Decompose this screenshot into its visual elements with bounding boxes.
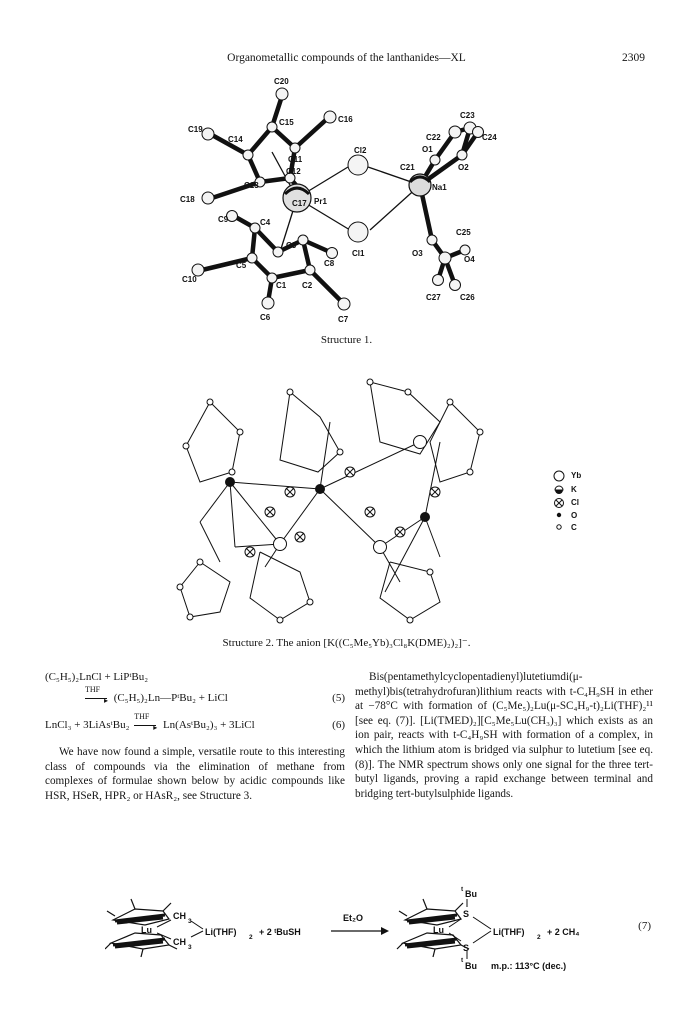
legend-label-o: O [571, 510, 578, 520]
equation-5-arrow [85, 685, 111, 706]
atom-label-c15: C15 [279, 118, 294, 127]
atom-label-cl2: Cl2 [354, 146, 367, 155]
equation-7-number: (7) [638, 920, 651, 932]
lu-right-label: Lu [433, 925, 444, 935]
yb-atom-icon [553, 470, 565, 482]
lu-left-label: Lu [141, 925, 152, 935]
atom-label-c8: C8 [324, 259, 335, 268]
atom-label-c23: C23 [460, 111, 475, 120]
atom-label-c20: C20 [274, 77, 289, 86]
legend-item-yb [553, 468, 603, 483]
atom-label-o4: O4 [464, 255, 475, 264]
s-top-label: S [463, 909, 470, 919]
legend-label-yb: Yb [571, 471, 582, 480]
atom-label-c4: C4 [260, 218, 271, 227]
equation-5-arrow-label: THF [85, 685, 101, 695]
equation-5-arrow-head: ▸ [104, 696, 109, 706]
atom-label-c21: C21 [400, 163, 415, 172]
equation-6-products: Ln(AsᵗBu₂)₃ + 3LiCl [162, 719, 255, 731]
atom-label-c10: C10 [182, 275, 197, 284]
melting-point: m.p.: 113°C (dec.) [491, 961, 567, 971]
lithf-right-sub: 2 [537, 934, 541, 941]
structure-2-caption: Structure 2. The anion [K((C₅Me₅Yb)₃Cl₈K(DME)₂)₂]⁻. [222, 637, 471, 649]
tbu-top-sup: t [461, 886, 464, 893]
k-atom-icon [553, 484, 565, 496]
o-atom-icon [553, 509, 565, 521]
reaction-arrow-head [381, 927, 389, 935]
left-paragraph [45, 745, 345, 803]
equation-5-line-2 [45, 685, 345, 706]
lithf-left-label: Li(THF) [205, 927, 237, 937]
equation-6 [45, 712, 345, 733]
atom-label-pr1: Pr1 [314, 197, 327, 206]
atom-label-o2: O2 [458, 163, 469, 172]
right-paragraph-text: Bis(pentamethylcyclopentadienyl)lutetiumdi(μ-methyl)bis(tetrahydrofuran)lithium reacts with t-C₄H₉SH in ether at −78°C with formation of (C₅Me₅)₂Lu(μ-SC₄H₉-t)₂Li(THF)₂¹¹ [see eq. (7)]. [Li(TMED)₂][C₅Me₅Lu(CH₃)₃] which exists as an ion pair, reacts with t-C₄H₉SH with formation of a complex, in which the lithium atom is bridged via sulphur to lutetium [see eq. (8)]. The NMR spectrum shows only one signal for the three tert-butyl ligands, proving a rapid exchange between terminal and bridging tert-butylsulphide ligands. [355, 671, 653, 800]
atom-label-o1: O1 [422, 145, 433, 154]
equation-5-products: (C₅H₅)₂Ln—PᵗBu₂ + LiCl [113, 692, 228, 704]
atom-label-c2: C2 [302, 281, 313, 290]
atom-label-c24: C24 [482, 133, 497, 142]
reagent-tbush: + 2 ᵗBuSH [259, 927, 301, 937]
running-header-title: Organometallic compounds of the lanthanides—XL [227, 52, 466, 64]
atom-label-c22: C22 [426, 133, 441, 142]
atom-label-c18: C18 [180, 195, 195, 204]
atom-label-c25: C25 [456, 228, 471, 237]
atom-label-c7: C7 [338, 315, 349, 324]
s-bottom-label: S [463, 943, 470, 953]
structure-1-ortep [160, 70, 520, 330]
structure-1-caption: Structure 1. [320, 334, 373, 346]
left-paragraph-text: We have now found a simple, versatile route to this interesting class of compounds via the elimination of methane from complexes of formulae shown below by acidic compounds like HSR, HSeR, HPR₂ or HAsR₂, see Structure 3. [45, 746, 345, 802]
ch3-bottom-sub: 3 [188, 944, 192, 951]
lithf-right-label: Li(THF) [493, 927, 525, 937]
right-column [355, 670, 653, 801]
equation-5-line-1: (C₅H₅)₂LnCl + LiPᵗBu₂ [45, 671, 149, 683]
atom-label-c12: C12 [286, 167, 301, 176]
equation-6-arrow-head: ▸ [153, 723, 158, 733]
structure-2-diagram [140, 362, 540, 630]
ch3-top-label: CH [173, 911, 186, 921]
right-cp-sandwich [397, 899, 491, 959]
atom-label-c5: C5 [236, 261, 247, 270]
legend-item-c [553, 521, 603, 533]
structure-2-legend [553, 468, 603, 533]
atom-label-c16: C16 [338, 115, 353, 124]
equation-6-reactants: LnCl₃ + 3LiAsᵗBu₂ [45, 719, 130, 731]
equation-7-scheme [105, 885, 665, 985]
tbu-bottom-label: Bu [465, 961, 477, 971]
atom-label-c19: C19 [188, 125, 203, 134]
page-number: 2309 [622, 52, 645, 64]
equation-6-arrow-label: THF [134, 712, 150, 722]
atom-label-c11: C11 [288, 155, 303, 164]
atom-label-cl1: Cl1 [352, 249, 365, 258]
atom-label-c17: C17 [292, 199, 307, 208]
left-column [45, 670, 345, 803]
equation-6-number: (6) [332, 719, 345, 731]
cl-atom-icon [553, 497, 565, 509]
atom-label-c6: C6 [260, 313, 271, 322]
legend-item-o [553, 509, 603, 521]
ch3-bottom-label: CH [173, 937, 186, 947]
legend-item-k [553, 483, 603, 496]
atom-label-na1: Na1 [432, 183, 447, 192]
legend-label-cl: Cl [571, 498, 579, 507]
atom-label-c27: C27 [426, 293, 441, 302]
c-atom-icon [553, 521, 565, 533]
equation-5-number: (5) [332, 692, 345, 704]
atom-label-c26: C26 [460, 293, 475, 302]
arrow-label-et2o: Et₂O [343, 913, 363, 923]
tbu-top-label: Bu [465, 889, 477, 899]
atom-label-c13: C13 [244, 181, 259, 190]
atom-label-o3: O3 [412, 249, 423, 258]
atom-label-c3: C3 [286, 241, 297, 250]
legend-item-cl [553, 496, 603, 509]
lithf-left-sub: 2 [249, 934, 253, 941]
atom-label-c14: C14 [228, 135, 243, 144]
atom-label-c1: C1 [276, 281, 287, 290]
legend-label-k: K [571, 485, 577, 494]
tbu-bottom-sup: t [461, 957, 464, 964]
legend-label-c: C [571, 522, 577, 532]
atom-label-c9: C9 [218, 215, 229, 224]
equation-6-arrow [132, 712, 160, 733]
ch3-top-sub: 3 [188, 918, 192, 925]
product-methane: + 2 CH₄ [547, 927, 580, 937]
